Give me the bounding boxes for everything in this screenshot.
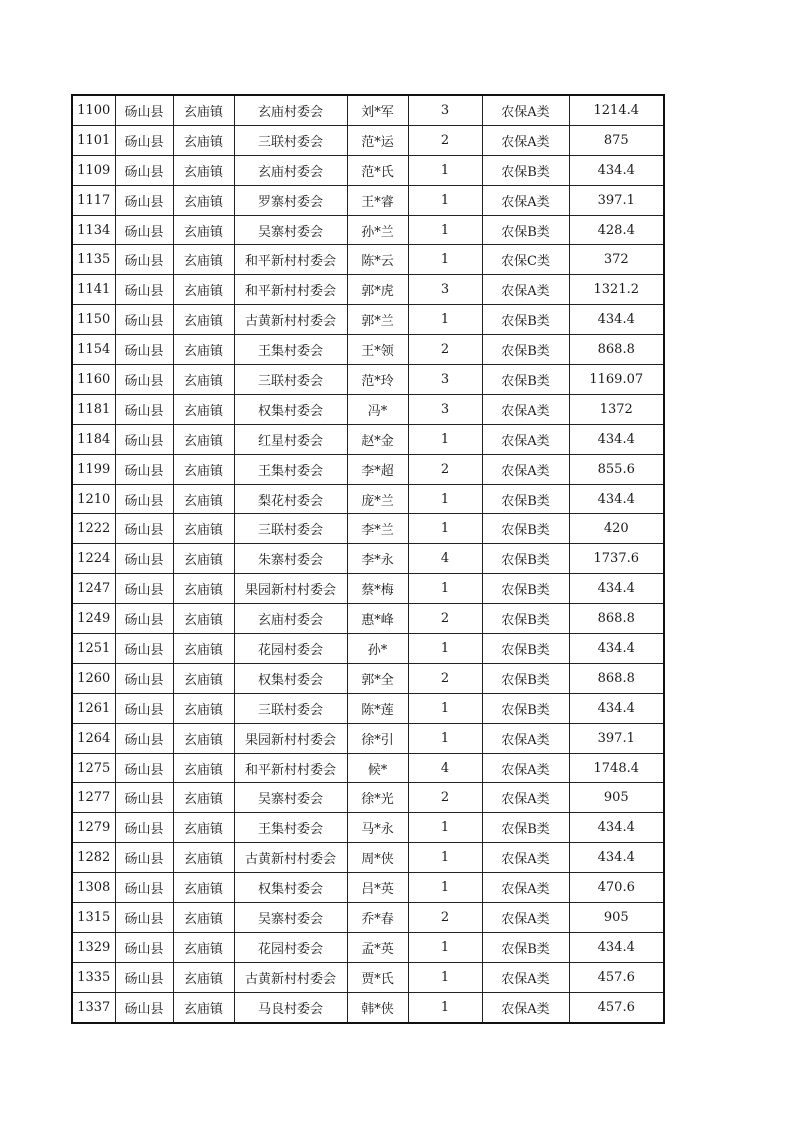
person-name-cell: 赵*金 [347, 424, 408, 454]
person-name-cell: 贾*氏 [347, 962, 408, 992]
table-row [72, 125, 664, 155]
table-row [72, 932, 664, 962]
row-id-cell: 1199 [72, 454, 115, 484]
person-name-cell: 李*超 [347, 454, 408, 484]
town-cell: 玄庙镇 [173, 155, 234, 185]
table-row [72, 962, 664, 992]
insurance-category-cell: 农保B类 [482, 544, 569, 574]
insurance-category-cell: 农保A类 [482, 723, 569, 753]
table-row [72, 365, 664, 395]
household-count-cell: 1 [408, 693, 482, 723]
row-id-cell: 1109 [72, 155, 115, 185]
table-row [72, 873, 664, 903]
table-row [72, 245, 664, 275]
village-committee-cell: 吴寨村委会 [234, 783, 347, 813]
household-count-cell: 1 [408, 305, 482, 335]
row-id-cell: 1150 [72, 305, 115, 335]
row-id-cell: 1335 [72, 962, 115, 992]
insurance-category-cell: 农保A类 [482, 394, 569, 424]
county-cell: 砀山县 [115, 604, 173, 634]
village-committee-cell: 权集村委会 [234, 394, 347, 424]
household-count-cell: 1 [408, 962, 482, 992]
amount-cell: 875 [569, 125, 664, 155]
county-cell: 砀山县 [115, 873, 173, 903]
row-id-cell: 1260 [72, 663, 115, 693]
row-id-cell: 1264 [72, 723, 115, 753]
village-committee-cell: 果园新村村委会 [234, 723, 347, 753]
town-cell: 玄庙镇 [173, 992, 234, 1022]
row-id-cell: 1154 [72, 335, 115, 365]
row-id-cell: 1210 [72, 484, 115, 514]
amount-cell: 434.4 [569, 813, 664, 843]
person-name-cell: 刘*军 [347, 95, 408, 125]
county-cell: 砀山县 [115, 932, 173, 962]
village-committee-cell: 红星村委会 [234, 424, 347, 454]
village-committee-cell: 马良村委会 [234, 992, 347, 1022]
county-cell: 砀山县 [115, 155, 173, 185]
row-id-cell: 1261 [72, 693, 115, 723]
person-name-cell: 周*侠 [347, 843, 408, 873]
county-cell: 砀山县 [115, 185, 173, 215]
county-cell: 砀山县 [115, 903, 173, 933]
household-count-cell: 2 [408, 903, 482, 933]
insurance-category-cell: 农保A类 [482, 843, 569, 873]
amount-cell: 434.4 [569, 155, 664, 185]
amount-cell: 1169.07 [569, 365, 664, 395]
village-committee-cell: 果园新村村委会 [234, 574, 347, 604]
row-id-cell: 1181 [72, 394, 115, 424]
amount-cell: 868.8 [569, 663, 664, 693]
household-count-cell: 1 [408, 424, 482, 454]
row-id-cell: 1337 [72, 992, 115, 1022]
village-committee-cell: 和平新村村委会 [234, 275, 347, 305]
person-name-cell: 李*永 [347, 544, 408, 574]
insurance-category-cell: 农保A类 [482, 424, 569, 454]
insurance-category-cell: 农保B类 [482, 604, 569, 634]
town-cell: 玄庙镇 [173, 245, 234, 275]
village-committee-cell: 古黄新村村委会 [234, 305, 347, 335]
table-row [72, 813, 664, 843]
household-count-cell: 3 [408, 275, 482, 305]
county-cell: 砀山县 [115, 125, 173, 155]
amount-cell: 1748.4 [569, 753, 664, 783]
amount-cell: 868.8 [569, 604, 664, 634]
household-count-cell: 1 [408, 245, 482, 275]
household-count-cell: 3 [408, 95, 482, 125]
row-id-cell: 1135 [72, 245, 115, 275]
town-cell: 玄庙镇 [173, 843, 234, 873]
town-cell: 玄庙镇 [173, 873, 234, 903]
village-committee-cell: 和平新村村委会 [234, 753, 347, 783]
village-committee-cell: 三联村委会 [234, 125, 347, 155]
household-count-cell: 1 [408, 634, 482, 664]
table-row [72, 903, 664, 933]
insurance-category-cell: 农保A类 [482, 753, 569, 783]
household-count-cell: 3 [408, 394, 482, 424]
insurance-category-cell: 农保B类 [482, 693, 569, 723]
table-row [72, 514, 664, 544]
county-cell: 砀山县 [115, 275, 173, 305]
person-name-cell: 蔡*梅 [347, 574, 408, 604]
amount-cell: 434.4 [569, 693, 664, 723]
village-committee-cell: 王集村委会 [234, 813, 347, 843]
county-cell: 砀山县 [115, 574, 173, 604]
table-row [72, 843, 664, 873]
town-cell: 玄庙镇 [173, 932, 234, 962]
household-count-cell: 1 [408, 215, 482, 245]
amount-cell: 434.4 [569, 634, 664, 664]
row-id-cell: 1141 [72, 275, 115, 305]
county-cell: 砀山县 [115, 693, 173, 723]
amount-cell: 1214.4 [569, 95, 664, 125]
insurance-category-cell: 农保A类 [482, 903, 569, 933]
town-cell: 玄庙镇 [173, 514, 234, 544]
insurance-category-cell: 农保B类 [482, 663, 569, 693]
household-count-cell: 1 [408, 932, 482, 962]
table-row [72, 484, 664, 514]
town-cell: 玄庙镇 [173, 365, 234, 395]
amount-cell: 434.4 [569, 305, 664, 335]
county-cell: 砀山县 [115, 962, 173, 992]
row-id-cell: 1251 [72, 634, 115, 664]
household-count-cell: 1 [408, 843, 482, 873]
town-cell: 玄庙镇 [173, 484, 234, 514]
insurance-category-cell: 农保A类 [482, 125, 569, 155]
household-count-cell: 2 [408, 783, 482, 813]
person-name-cell: 陈*云 [347, 245, 408, 275]
table-row [72, 305, 664, 335]
table-row [72, 544, 664, 574]
insurance-category-cell: 农保B类 [482, 634, 569, 664]
document-page [71, 94, 663, 1024]
town-cell: 玄庙镇 [173, 723, 234, 753]
insurance-category-cell: 农保B类 [482, 484, 569, 514]
village-committee-cell: 王集村委会 [234, 335, 347, 365]
amount-cell: 905 [569, 903, 664, 933]
household-count-cell: 1 [408, 574, 482, 604]
county-cell: 砀山县 [115, 335, 173, 365]
village-committee-cell: 古黄新村村委会 [234, 843, 347, 873]
village-committee-cell: 花园村委会 [234, 932, 347, 962]
table-row [72, 992, 664, 1022]
table-row [72, 723, 664, 753]
person-name-cell: 郭*全 [347, 663, 408, 693]
village-committee-cell: 罗寨村委会 [234, 185, 347, 215]
row-id-cell: 1117 [72, 185, 115, 215]
village-committee-cell: 权集村委会 [234, 663, 347, 693]
village-committee-cell: 花园村委会 [234, 634, 347, 664]
village-committee-cell: 古黄新村村委会 [234, 962, 347, 992]
town-cell: 玄庙镇 [173, 574, 234, 604]
amount-cell: 434.4 [569, 574, 664, 604]
amount-cell: 372 [569, 245, 664, 275]
amount-cell: 434.4 [569, 932, 664, 962]
amount-cell: 457.6 [569, 962, 664, 992]
amount-cell: 470.6 [569, 873, 664, 903]
village-committee-cell: 朱寨村委会 [234, 544, 347, 574]
household-count-cell: 2 [408, 604, 482, 634]
household-count-cell: 1 [408, 514, 482, 544]
person-name-cell: 吕*英 [347, 873, 408, 903]
person-name-cell: 郭*虎 [347, 275, 408, 305]
table-row [72, 185, 664, 215]
table-row [72, 753, 664, 783]
amount-cell: 434.4 [569, 484, 664, 514]
household-count-cell: 1 [408, 484, 482, 514]
county-cell: 砀山县 [115, 305, 173, 335]
row-id-cell: 1282 [72, 843, 115, 873]
insurance-category-cell: 农保A类 [482, 962, 569, 992]
county-cell: 砀山县 [115, 663, 173, 693]
person-name-cell: 徐*引 [347, 723, 408, 753]
town-cell: 玄庙镇 [173, 95, 234, 125]
town-cell: 玄庙镇 [173, 215, 234, 245]
amount-cell: 1321.2 [569, 275, 664, 305]
person-name-cell: 郭*兰 [347, 305, 408, 335]
county-cell: 砀山县 [115, 723, 173, 753]
amount-cell: 434.4 [569, 843, 664, 873]
insurance-category-cell: 农保A类 [482, 275, 569, 305]
table-row [72, 574, 664, 604]
amount-cell: 457.6 [569, 992, 664, 1022]
table-row [72, 663, 664, 693]
county-cell: 砀山县 [115, 992, 173, 1022]
town-cell: 玄庙镇 [173, 693, 234, 723]
insurance-category-cell: 农保A类 [482, 992, 569, 1022]
county-cell: 砀山县 [115, 783, 173, 813]
amount-cell: 905 [569, 783, 664, 813]
village-committee-cell: 玄庙村委会 [234, 95, 347, 125]
household-count-cell: 4 [408, 753, 482, 783]
town-cell: 玄庙镇 [173, 305, 234, 335]
table-row [72, 95, 664, 125]
row-id-cell: 1329 [72, 932, 115, 962]
table-row [72, 783, 664, 813]
amount-cell: 397.1 [569, 723, 664, 753]
person-name-cell: 陈*莲 [347, 693, 408, 723]
row-id-cell: 1134 [72, 215, 115, 245]
row-id-cell: 1184 [72, 424, 115, 454]
person-name-cell: 李*兰 [347, 514, 408, 544]
household-count-cell: 1 [408, 155, 482, 185]
insurance-category-cell: 农保B类 [482, 365, 569, 395]
person-name-cell: 韩*侠 [347, 992, 408, 1022]
person-name-cell: 马*永 [347, 813, 408, 843]
person-name-cell: 冯* [347, 394, 408, 424]
town-cell: 玄庙镇 [173, 125, 234, 155]
insurance-category-cell: 农保B类 [482, 335, 569, 365]
household-count-cell: 1 [408, 873, 482, 903]
town-cell: 玄庙镇 [173, 813, 234, 843]
county-cell: 砀山县 [115, 245, 173, 275]
county-cell: 砀山县 [115, 634, 173, 664]
person-name-cell: 王*睿 [347, 185, 408, 215]
village-committee-cell: 权集村委会 [234, 873, 347, 903]
row-id-cell: 1222 [72, 514, 115, 544]
town-cell: 玄庙镇 [173, 753, 234, 783]
insurance-category-cell: 农保B类 [482, 215, 569, 245]
person-name-cell: 王*领 [347, 335, 408, 365]
household-count-cell: 1 [408, 185, 482, 215]
village-committee-cell: 玄庙村委会 [234, 604, 347, 634]
household-count-cell: 1 [408, 723, 482, 753]
household-count-cell: 2 [408, 125, 482, 155]
amount-cell: 1372 [569, 394, 664, 424]
county-cell: 砀山县 [115, 544, 173, 574]
county-cell: 砀山县 [115, 394, 173, 424]
village-committee-cell: 吴寨村委会 [234, 903, 347, 933]
table-row [72, 335, 664, 365]
table-row [72, 604, 664, 634]
county-cell: 砀山县 [115, 843, 173, 873]
county-cell: 砀山县 [115, 424, 173, 454]
table-row [72, 634, 664, 664]
person-name-cell: 孟*英 [347, 932, 408, 962]
amount-cell: 397.1 [569, 185, 664, 215]
town-cell: 玄庙镇 [173, 275, 234, 305]
row-id-cell: 1249 [72, 604, 115, 634]
town-cell: 玄庙镇 [173, 394, 234, 424]
village-committee-cell: 玄庙村委会 [234, 155, 347, 185]
household-count-cell: 2 [408, 335, 482, 365]
insurance-category-cell: 农保A类 [482, 873, 569, 903]
village-committee-cell: 三联村委会 [234, 693, 347, 723]
county-cell: 砀山县 [115, 365, 173, 395]
person-name-cell: 候* [347, 753, 408, 783]
town-cell: 玄庙镇 [173, 783, 234, 813]
county-cell: 砀山县 [115, 215, 173, 245]
row-id-cell: 1315 [72, 903, 115, 933]
village-committee-cell: 吴寨村委会 [234, 215, 347, 245]
person-name-cell: 孙*兰 [347, 215, 408, 245]
person-name-cell: 范*氏 [347, 155, 408, 185]
person-name-cell: 范*玲 [347, 365, 408, 395]
county-cell: 砀山县 [115, 753, 173, 783]
village-committee-cell: 三联村委会 [234, 365, 347, 395]
table-row [72, 454, 664, 484]
row-id-cell: 1160 [72, 365, 115, 395]
table-row [72, 394, 664, 424]
town-cell: 玄庙镇 [173, 962, 234, 992]
person-name-cell: 范*运 [347, 125, 408, 155]
person-name-cell: 惠*峰 [347, 604, 408, 634]
person-name-cell: 庞*兰 [347, 484, 408, 514]
row-id-cell: 1277 [72, 783, 115, 813]
insurance-category-cell: 农保B类 [482, 932, 569, 962]
records-table-body [72, 95, 664, 1023]
town-cell: 玄庙镇 [173, 604, 234, 634]
town-cell: 玄庙镇 [173, 185, 234, 215]
table-row [72, 275, 664, 305]
row-id-cell: 1101 [72, 125, 115, 155]
insurance-category-cell: 农保B类 [482, 305, 569, 335]
person-name-cell: 孙* [347, 634, 408, 664]
row-id-cell: 1224 [72, 544, 115, 574]
insurance-category-cell: 农保B类 [482, 155, 569, 185]
county-cell: 砀山县 [115, 484, 173, 514]
insurance-category-cell: 农保A类 [482, 454, 569, 484]
insurance-category-cell: 农保C类 [482, 245, 569, 275]
person-name-cell: 乔*春 [347, 903, 408, 933]
table-row [72, 155, 664, 185]
row-id-cell: 1308 [72, 873, 115, 903]
amount-cell: 428.4 [569, 215, 664, 245]
table-row [72, 424, 664, 454]
insurance-category-cell: 农保A类 [482, 783, 569, 813]
household-count-cell: 4 [408, 544, 482, 574]
row-id-cell: 1275 [72, 753, 115, 783]
household-count-cell: 1 [408, 992, 482, 1022]
insurance-category-cell: 农保A类 [482, 95, 569, 125]
insurance-category-cell: 农保B类 [482, 514, 569, 544]
village-committee-cell: 梨花村委会 [234, 484, 347, 514]
amount-cell: 420 [569, 514, 664, 544]
person-name-cell: 徐*光 [347, 783, 408, 813]
amount-cell: 1737.6 [569, 544, 664, 574]
amount-cell: 868.8 [569, 335, 664, 365]
county-cell: 砀山县 [115, 95, 173, 125]
household-count-cell: 3 [408, 365, 482, 395]
amount-cell: 855.6 [569, 454, 664, 484]
amount-cell: 434.4 [569, 424, 664, 454]
household-count-cell: 2 [408, 454, 482, 484]
table-row [72, 215, 664, 245]
insurance-category-cell: 农保B类 [482, 574, 569, 604]
town-cell: 玄庙镇 [173, 454, 234, 484]
county-cell: 砀山县 [115, 454, 173, 484]
village-committee-cell: 和平新村村委会 [234, 245, 347, 275]
town-cell: 玄庙镇 [173, 663, 234, 693]
county-cell: 砀山县 [115, 813, 173, 843]
town-cell: 玄庙镇 [173, 335, 234, 365]
household-count-cell: 1 [408, 813, 482, 843]
town-cell: 玄庙镇 [173, 903, 234, 933]
insurance-category-cell: 农保A类 [482, 185, 569, 215]
row-id-cell: 1100 [72, 95, 115, 125]
row-id-cell: 1279 [72, 813, 115, 843]
town-cell: 玄庙镇 [173, 424, 234, 454]
household-count-cell: 2 [408, 663, 482, 693]
village-committee-cell: 王集村委会 [234, 454, 347, 484]
table-row [72, 693, 664, 723]
records-table [71, 94, 665, 1024]
village-committee-cell: 三联村委会 [234, 514, 347, 544]
town-cell: 玄庙镇 [173, 634, 234, 664]
row-id-cell: 1247 [72, 574, 115, 604]
insurance-category-cell: 农保B类 [482, 813, 569, 843]
county-cell: 砀山县 [115, 514, 173, 544]
town-cell: 玄庙镇 [173, 544, 234, 574]
